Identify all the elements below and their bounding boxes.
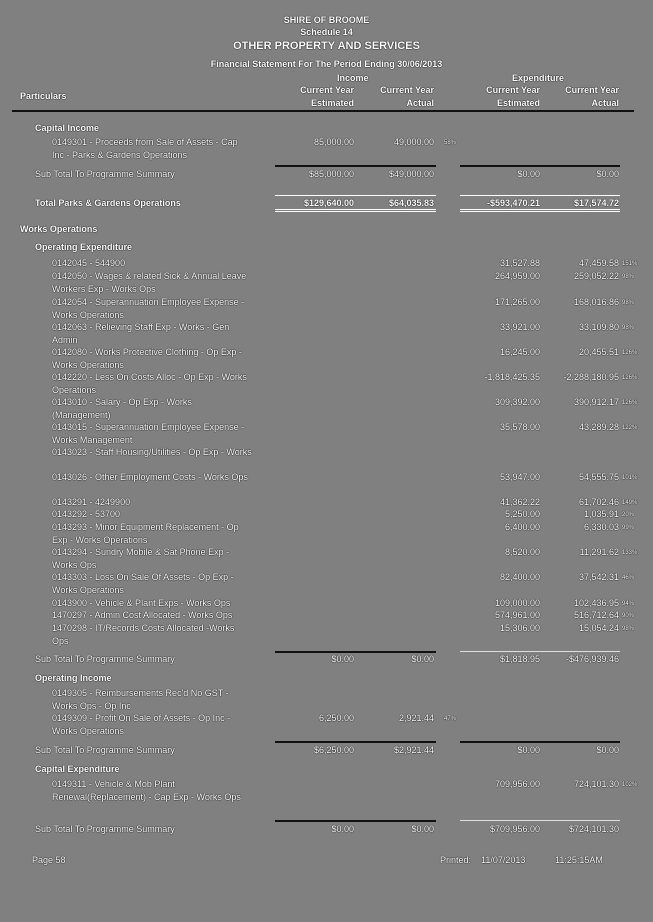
schedule-label: Schedule 14	[300, 27, 353, 37]
subtotal-label: Sub Total To Programme Summary	[35, 654, 175, 664]
exp-act-value: 20,455.51	[578, 347, 619, 357]
exp-est-value: 171,265.00	[494, 297, 540, 307]
pct-value: 99%	[622, 525, 635, 531]
subtotal-exp-est: $709,956.00	[489, 824, 540, 834]
line-item-desc: 1470297 - Admin Cost Allocated - Works Ops	[52, 610, 233, 620]
report-title: OTHER PROPERTY AND SERVICES	[233, 40, 420, 52]
exp-act-value: -2,288,180.95	[563, 372, 619, 382]
exp-est-value: 31,527.88	[499, 258, 540, 268]
line-item-desc: 0142045 - 544900	[52, 258, 126, 268]
line-item-desc: 0142063 - Relieving Staff Exp - Works - Gen Admin	[52, 322, 230, 345]
pct-value: 101%	[622, 475, 638, 481]
exp-est-value: 709,956.00	[494, 779, 540, 789]
pct-value: 102%	[622, 782, 638, 788]
line-item-desc: 0143026 - Other Employment Costs - Works Ops	[52, 472, 248, 482]
subtotal-inc-est: $85,000.00	[308, 169, 354, 179]
subtotal-exp-est: $0.00	[517, 169, 540, 179]
subtotal-exp-act: $0.00	[596, 169, 619, 179]
page-number: Page 58	[32, 855, 66, 865]
subtotal-inc-act: $49,000.00	[388, 169, 434, 179]
line-item-desc: 0149301 - Proceeds from Sale of Assets - Cap Inc - Parks & Gardens Operations	[52, 137, 238, 160]
subtotal-inc-est: $0.00	[331, 824, 354, 834]
pct-value: 47%	[444, 716, 457, 722]
exp-act-value: 15,054.24	[578, 623, 619, 633]
printed-time: 11:25:15AM	[555, 855, 603, 865]
total-inc-est: $129,640.00	[303, 198, 354, 208]
line-item-desc: 0143023 - Staff Housing/Utilities - Op Exp - Works	[52, 447, 252, 457]
line-item-desc: 0143293 - Minor Equipment Replacement - Op Exp - Works Operations	[52, 522, 239, 545]
expenditure-group-header: Expenditure	[512, 73, 565, 83]
line-item-desc: 0143010 - Salary - Op Exp - Works (Management)	[52, 397, 192, 420]
exp-est-value: 82,400.00	[499, 572, 540, 582]
inc-est-header-2: Estimated	[310, 98, 354, 108]
pct-value: 58%	[444, 140, 457, 146]
exp-est-value: 264,959.00	[494, 271, 540, 281]
pct-value: 98%	[622, 300, 635, 306]
subtotal-exp-act: $724,101.30	[568, 824, 619, 834]
printed-date: 11/07/2013	[481, 855, 526, 865]
line-item-desc: 0142054 - Superannuation Employee Expense - Works Operations	[52, 297, 245, 320]
capital-income-heading: Capital Income	[35, 123, 100, 133]
exp-act-header-2: Actual	[591, 98, 619, 108]
subtotal-label: Sub Total To Programme Summary	[35, 824, 175, 834]
exp-est-value: 6,400.00	[504, 522, 540, 532]
inc-act-header-1: Current Year	[380, 85, 434, 95]
subtotal-inc-act: $2,921.44	[393, 745, 434, 755]
subtotal-exp-act: $0.00	[596, 745, 619, 755]
cap-exp-heading: Capital Expenditure	[35, 764, 120, 774]
subtotal-rule	[460, 651, 620, 652]
subtotal-inc-est: $0.00	[331, 654, 354, 664]
exp-act-value: 6,330.03	[583, 522, 619, 532]
income-group-header: Income	[337, 73, 369, 83]
exp-est-value: 53,947.00	[499, 472, 540, 482]
exp-act-value: 516,712.64	[573, 610, 619, 620]
line-item-desc: 0143291 - 4249900	[52, 497, 131, 507]
inc-est-header-1: Current Year	[300, 85, 354, 95]
subtotal-rule	[275, 820, 436, 822]
exp-est-value: -1,818,425.35	[484, 372, 540, 382]
subtotal-rule	[275, 651, 436, 653]
op-exp-heading: Operating Expenditure	[35, 242, 133, 252]
line-item-desc: 0143292 - 53700	[52, 509, 121, 519]
pct-value: 151%	[622, 261, 638, 267]
exp-act-value: 390,912.17	[573, 397, 619, 407]
exp-act-value: 33,109.80	[578, 322, 619, 332]
total-rule-bottom	[460, 209, 620, 212]
pct-value: 98%	[622, 626, 635, 632]
exp-act-value: 11,291.62	[579, 547, 619, 557]
line-item-desc: 0143900 - Vehicle & Plant Exps - Works Ops	[52, 598, 231, 608]
report-subtitle: Financial Statement For The Period Ending 30/06/2013	[210, 59, 443, 69]
line-item-desc: 0143294 - Sundry Mobile & Sat Phone Exp - Works Ops	[52, 547, 230, 570]
total-label: Total Parks & Gardens Operations	[35, 198, 181, 208]
pct-value: 46%	[622, 575, 635, 581]
pct-value: 126%	[622, 400, 638, 406]
header-rule	[12, 110, 634, 112]
exp-est-header-2: Estimated	[496, 98, 540, 108]
inc-act-header-2: Actual	[406, 98, 434, 108]
subtotal-label: Sub Total To Programme Summary	[35, 169, 175, 179]
line-item-desc: 0149309 - Profit On Sale of Assets - Op Inc - Works Operations	[52, 713, 231, 736]
exp-act-value: 1,035.91	[583, 509, 619, 519]
subtotal-rule	[460, 741, 620, 743]
exp-act-value: 47,459.58	[578, 258, 619, 268]
exp-act-value: 102,436.95	[573, 598, 619, 608]
exp-act-value: 37,542.31	[578, 572, 619, 582]
exp-act-value: 61,702.46	[578, 497, 619, 507]
subtotal-exp-act: -$476,939.46	[565, 654, 619, 664]
line-item-desc: 0149305 - Reimbursements Rec'd No GST - Works Ops - Op Inc	[52, 688, 229, 711]
exp-est-value: 15,306.00	[499, 623, 540, 633]
subtotal-exp-est: $1,818.95	[499, 654, 540, 664]
line-item-desc: 0143303 - Loss On Sale Of Assets - Op Exp - Works Operations	[52, 572, 234, 595]
exp-est-value: 16,245.00	[499, 347, 540, 357]
exp-est-value: 41,362.22	[499, 497, 540, 507]
subtotal-rule	[275, 741, 436, 743]
pct-value: 149%	[622, 500, 638, 506]
exp-act-header-1: Current Year	[565, 85, 619, 95]
subtotal-exp-est: $0.00	[517, 745, 540, 755]
exp-est-value: 574,961.00	[494, 610, 540, 620]
inc-act-value: 2,921.44	[398, 713, 434, 723]
op-inc-heading: Operating Income	[35, 673, 112, 683]
line-item-desc: 0143015 - Superannuation Employee Expense - Works Management	[52, 422, 245, 445]
total-exp-est: -$593,470.21	[486, 198, 540, 208]
line-item-desc: 0142080 - Works Protective Clothing - Op Exp - Works Operations	[52, 347, 242, 370]
inc-est-value: 85,000.00	[313, 137, 354, 147]
pct-value: 122%	[622, 425, 638, 431]
line-item-desc: 1470298 - IT/Records Costs Allocated -Works Ops	[52, 623, 235, 646]
subtotal-label: Sub Total To Programme Summary	[35, 745, 175, 755]
inc-act-value: 49,000.00	[393, 137, 434, 147]
line-item-desc: 0142220 - Less On Costs Alloc - Op Exp - Works Operations	[52, 372, 247, 395]
exp-est-value: 5,250.00	[504, 509, 540, 519]
subtotal-inc-act: $0.00	[411, 824, 434, 834]
exp-est-value: 109,000.00	[494, 598, 540, 608]
exp-act-value: 43,289.28	[578, 422, 619, 432]
works-heading: Works Operations	[20, 224, 98, 234]
exp-est-value: 309,392.00	[494, 397, 540, 407]
org-name: SHIRE OF BROOME	[283, 15, 370, 25]
subtotal-rule	[460, 820, 620, 821]
line-item-desc: 0149311 - Vehicle & Mob Plant Renewal(Replacement) - Cap Exp - Works Ops	[52, 779, 241, 802]
total-exp-act: $17,574.72	[573, 198, 619, 208]
particulars-header: Particulars	[20, 91, 67, 101]
printed-label: Printed:	[440, 855, 472, 865]
exp-act-value: 259,052.22	[573, 271, 619, 281]
exp-est-value: 8,520.00	[504, 547, 540, 557]
exp-act-value: 724,101.30	[573, 779, 619, 789]
pct-value: 90%	[622, 613, 635, 619]
subtotal-rule	[275, 165, 436, 167]
subtotal-inc-est: $6,250.00	[313, 745, 354, 755]
pct-value: 133%	[622, 550, 638, 556]
inc-est-value: 6,250.00	[318, 713, 354, 723]
pct-value: 20%	[622, 512, 635, 518]
total-rule-bottom	[275, 209, 436, 212]
subtotal-inc-act: $0.00	[411, 654, 434, 664]
exp-est-value: 33,921.00	[499, 322, 540, 332]
pct-value: 126%	[622, 375, 638, 381]
exp-est-value: 35,578.00	[499, 422, 540, 432]
pct-value: 98%	[622, 325, 635, 331]
pct-value: 98%	[622, 274, 635, 280]
exp-est-header-1: Current Year	[486, 85, 540, 95]
total-rule-top	[460, 195, 620, 196]
line-item-desc: 0142050 - Wages & related Sick & Annual Leave Workers Exp - Works Ops	[52, 271, 247, 294]
total-rule-top	[275, 195, 436, 196]
exp-act-value: 54,555.75	[578, 472, 619, 482]
pct-value: 94%	[622, 601, 635, 607]
pct-value: 126%	[622, 350, 638, 356]
total-inc-act: $64,035.83	[388, 198, 434, 208]
subtotal-rule	[460, 165, 620, 167]
exp-act-value: 168,016.86	[573, 297, 619, 307]
